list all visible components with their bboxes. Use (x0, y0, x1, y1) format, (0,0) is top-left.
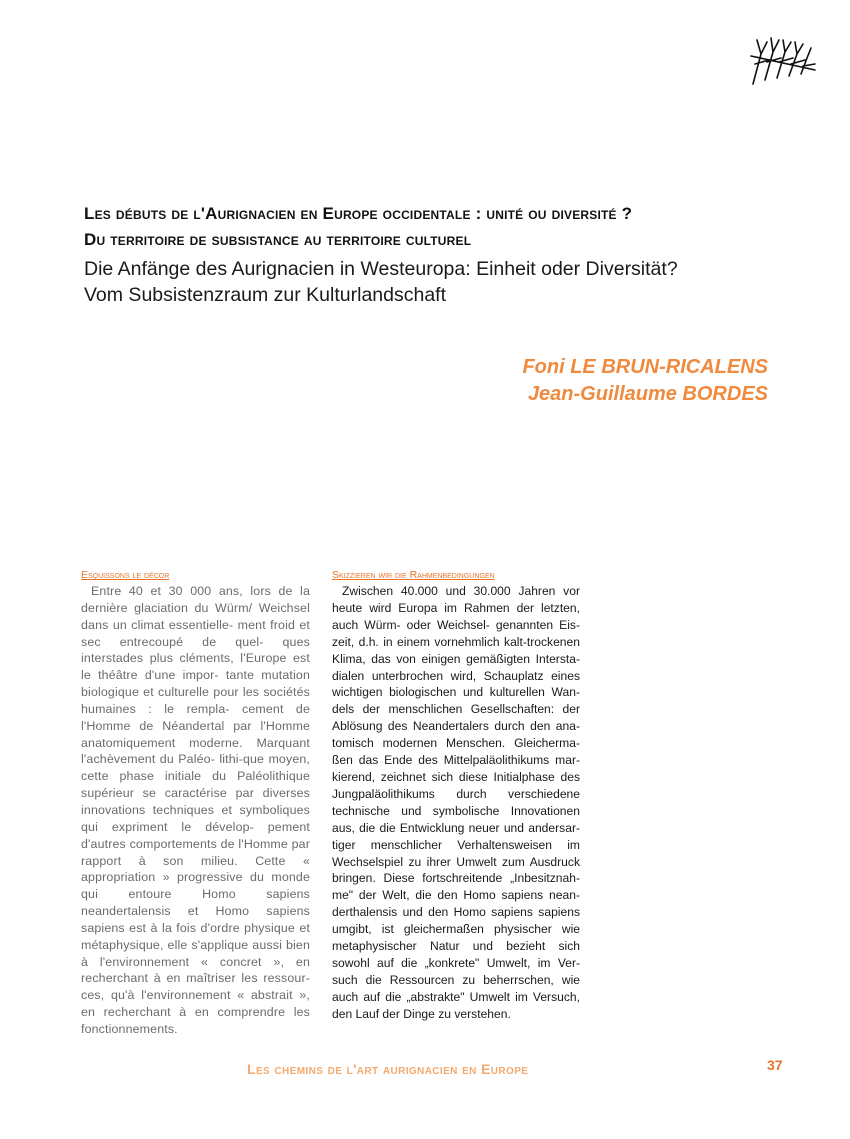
left-column-paragraph: Entre 40 et 30 000 ans, lors de la dernière glaciation du Würm/ Weichsel dans un climat essentielle- ment froid et sec entrecoupé de quel- ques interstades plus cléments, l'Europe est le théâtre d'une impor- tante mutation biologique et culturelle pour les sociétés humaines : le rempla- cement de l'Homme de Néandertal par l'Homme anatomiquement moderne. Marquant l'achèvement du Paléo- lithi-que moyen, cette phase initiale du Paléolithique supérieur se caractérise par diverses innovations techniques et symboliques qui expriment le dévelop- pement d'autres comportements de l'Homme par rapport à son milieu. Cette « appropriation » progressive du monde qui entoure Homo sapiens neandertalensis et Homo sapiens sapiens est à la fois d'ordre physique et métaphysique, elle s'applique aussi bien à l'environnement « concret », en recherchant à en maîtriser les ressour- ces, qu'à l'environnement « abstrait », en recherchant à en comprendre les fonctionnements. (81, 584, 310, 1036)
title-french-line-1: Les débuts de l'Aurignacien en Europe occidentale : unité ou diversité ? (84, 204, 633, 223)
running-footer-title: Les chemins de l'art aurignacien en Europe (247, 1061, 529, 1077)
author-1: Foni LE BRUN-RICALENS (522, 356, 768, 378)
left-column-heading: Esquissons le décor (81, 569, 170, 581)
right-column-paragraph: Zwischen 40.000 und 30.000 Jahren vor heute wird Europa im Rahmen der letzten, auch Würm- oder Weichsel- genannten Eis- zeit, d.h. in einem vornehmlich kalt-trockenen Klima, das von einigen gemäßigten Intersta- dialen unterbrochen wird, Schauplatz eines wichtigen biologischen und kulturellen Wan- dels der menschlichen Gesellschaften: der Ablösung des Neandertalers durch den ana- tomisch modernen Menschen. Gleicherma- ßen das Ende des Mittelpaläolithikums mar- kierend, zeichnet sich diese Initialphase des Jungpaläolithikums durch verschiedene technische und symbolische Innovationen aus, die die Entwicklung neuer und andersar- tiger menschlicher Verhaltensweisen im Wechselspiel zu ihrer Umwelt zum Ausdruck bringen. Diese fortschreitende „Inbesitznah- me" der Welt, die den Homo sapiens nean- derthalensis und den Homo sapiens sapiens umgibt, ist gleichermaßen physischer wie metaphysischer Natur und bezieht sich sowohl auf die „konkrete" Umwelt, im Ver- such die Ressourcen zu beherrschen, wie auch auf die „abstrakte" Umwelt im Versuch, den Lauf der Dinge zu verstehen. (332, 584, 580, 1021)
left-column-body (81, 583, 310, 1038)
title-french-line-2: Du territoire de subsistance au territoire culturel (84, 230, 472, 249)
page-number: 37 (767, 1057, 783, 1073)
aurignacian-figures-logo-icon (745, 30, 817, 86)
right-column-body (332, 583, 580, 1023)
right-column-heading: Skizzieren wir die Rahmenbedingungen (332, 569, 495, 581)
author-2: Jean-Guillaume BORDES (527, 383, 768, 405)
title-german-line-2: Vom Subsistenzraum zur Kulturlandschaft (84, 284, 447, 306)
title-german-line-1: Die Anfänge des Aurignacien in Westeuropa: Einheit oder Diversität? (84, 258, 678, 280)
